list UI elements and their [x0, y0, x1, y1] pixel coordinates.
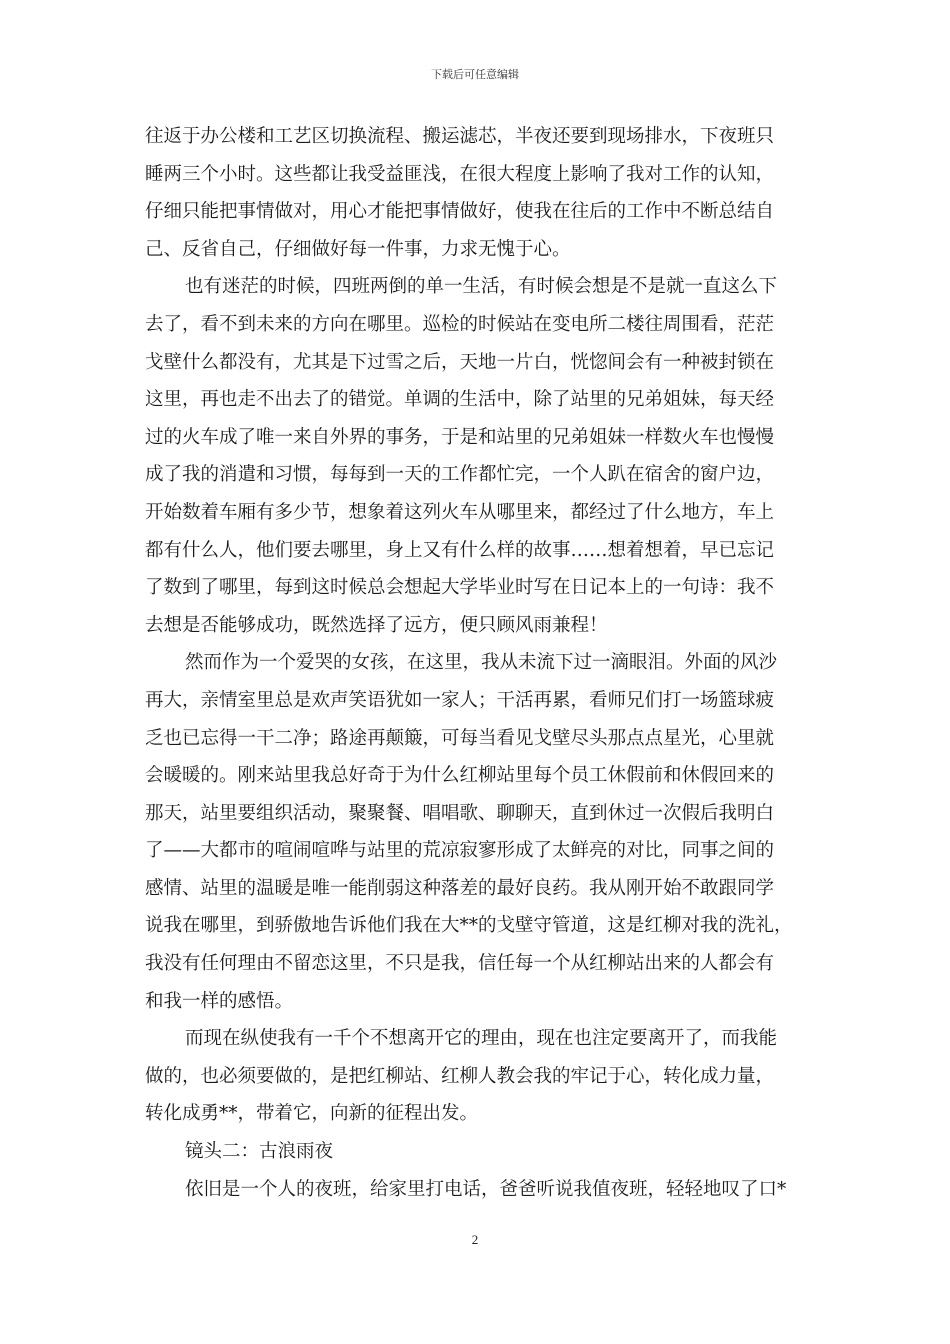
text-line: 说我在哪里，到骄傲地告诉他们我在大**的戈壁守管道，这是红柳对我的洗礼， [145, 915, 793, 937]
text-line: 开始数着车厢有多少节，想象着这列火车从哪里来，都经过了什么地方，车上 [145, 501, 775, 523]
text-line: 己、反省自己，仔细做好每一件事，力求无愧于心。 [145, 238, 571, 260]
text-line: 然而作为一个爱哭的女孩，在这里，我从未流下过一滴眼泪。外面的风沙 [185, 652, 778, 674]
text-line: 往返于办公楼和工艺区切换流程、搬运滤芯，半夜还要到现场排水，下夜班只 [145, 126, 775, 147]
text-line: 转化成勇**，带着它，向新的征程出发。 [145, 1103, 479, 1125]
text-line: 做的，也必须要做的，是把红柳站、红柳人教会我的牢记于心，转化成力量， [145, 1065, 775, 1087]
text-line: 我没有任何理由不留恋这里，不只是我，信任每一个从红柳站出来的人都会有 [145, 953, 775, 975]
document-body [145, 118, 815, 1208]
page-header: 下载后可任意编辑 [431, 68, 519, 81]
page-number: 2 [471, 1232, 479, 1247]
text-line: 感情、站里的温暖是唯一能削弱这种落差的最好良药。我从刚开始不敢跟同学 [145, 877, 775, 899]
text-line: 都有什么人，他们要去哪里，身上又有什么样的故事……想着想着，早已忘记 [145, 539, 775, 561]
text-line: 和我一样的感悟。 [145, 990, 294, 1012]
text-line: 乏也已忘得一干二净；路途再颠簸，可每当看见戈壁尽头那点点星光，心里就 [145, 727, 775, 749]
text-line: 了——大都市的喧闹喧哗与站里的荒凉寂寥形成了太鲜亮的对比，同事之间的 [145, 840, 775, 862]
text-line: 而现在纵使我有一千个不想离开它的理由，现在也注定要离开了，而我能 [185, 1028, 778, 1050]
text-line: 仔细只能把事情做对，用心才能把事情做好，使我在往后的工作中不断总结自 [145, 201, 775, 223]
text-line: 去了，看不到未来的方向在哪里。巡检的时候站在变电所二楼往周围看，茫茫 [145, 313, 775, 335]
text-line: 戈壁什么都没有，尤其是下过雪之后，天地一片白，恍惚间会有一种被封锁在 [145, 351, 775, 373]
text-line: 去想是否能够成功，既然选择了远方，便只顾风雨兼程！ [145, 614, 608, 636]
text-line: 了数到了哪里，每到这时候总会想起大学毕业时写在日记本上的一句诗：我不 [145, 577, 775, 599]
text-line: 依旧是一个人的夜班，给家里打电话，爸爸听说我值夜班，轻轻地叹了口* [185, 1178, 787, 1200]
text-line: 睡两三个小时。这些都让我受益匪浅，在很大程度上影响了我对工作的认知， [145, 163, 775, 185]
text-line: 也有迷茫的时候，四班两倒的单一生活，有时候会想是不是就一直这么下 [185, 276, 778, 298]
text-line: 这里，再也走不出去了的错觉。单调的生活中，除了站里的兄弟姐妹，每天经 [145, 389, 775, 411]
text-line: 成了我的消遣和习惯，每每到一天的工作都忙完，一个人趴在宿舍的窗户边， [145, 464, 775, 486]
text-line: 过的火车成了唯一来自外界的事务，于是和站里的兄弟姐妹一样数火车也慢慢 [145, 426, 775, 448]
text-line: 那天，站里要组织活动，聚聚餐、唱唱歌、聊聊天，直到休过一次假后我明白 [145, 802, 775, 824]
text-line: 会暖暖的。刚来站里我总好奇于为什么红柳站里每个员工休假前和休假回来的 [145, 765, 775, 787]
text-line: 再大，亲情室里总是欢声笑语犹如一家人；干活再累，看师兄们打一场篮球疲 [145, 689, 775, 711]
text-line: 镜头二：古浪雨夜 [185, 1141, 334, 1163]
